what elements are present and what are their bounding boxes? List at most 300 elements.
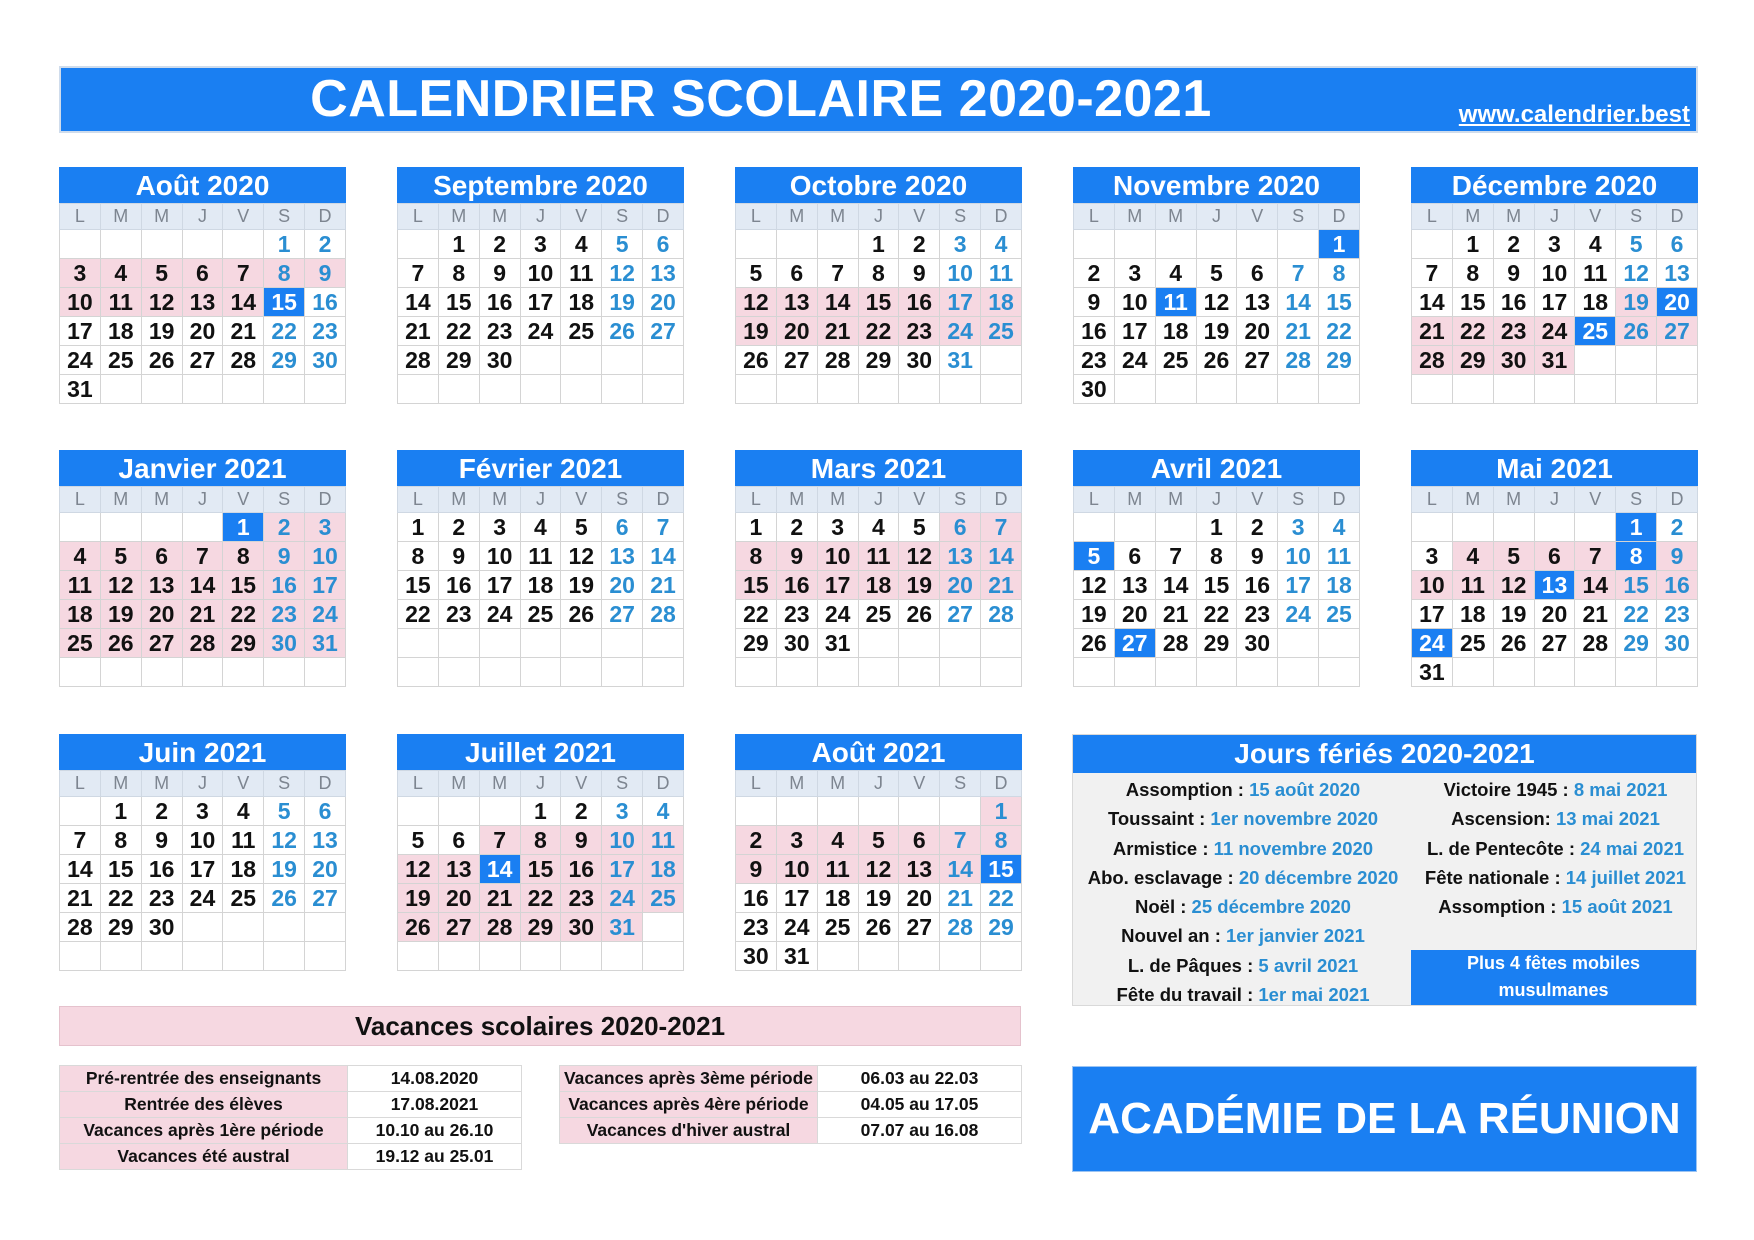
day-cell: 9 bbox=[776, 542, 817, 571]
holiday-date: 11 novembre 2020 bbox=[1213, 837, 1374, 859]
day-cell: 26 bbox=[736, 346, 777, 375]
empty-cell bbox=[60, 797, 101, 826]
empty-cell bbox=[1534, 658, 1575, 687]
page-title: CALENDRIER SCOLAIRE 2020-2021 bbox=[310, 70, 1212, 128]
day-cell: 2 bbox=[438, 513, 479, 542]
empty-cell bbox=[1237, 658, 1278, 687]
day-cell: 19 bbox=[1616, 288, 1657, 317]
day-cell: 22 bbox=[1616, 600, 1657, 629]
mobile-note-line1: Plus 4 fêtes mobiles bbox=[1466, 953, 1641, 973]
empty-cell bbox=[981, 375, 1022, 404]
day-cell: 23 bbox=[438, 600, 479, 629]
weekday-header: M bbox=[1493, 204, 1534, 230]
empty-cell bbox=[940, 797, 981, 826]
day-cell: 17 bbox=[1114, 317, 1155, 346]
vacance-dates: 17.08.2021 bbox=[348, 1092, 522, 1118]
empty-cell bbox=[602, 346, 643, 375]
holiday-date: 5 avril 2021 bbox=[1258, 954, 1359, 976]
month-title: Janvier 2021 bbox=[59, 450, 346, 486]
day-cell: 16 bbox=[141, 855, 182, 884]
day-cell: 10 bbox=[520, 259, 561, 288]
day-cell: 5 bbox=[899, 513, 940, 542]
holidays-left-column bbox=[1073, 775, 1413, 1009]
day-cell: 8 bbox=[520, 826, 561, 855]
day-cell: 19 bbox=[1493, 600, 1534, 629]
day-cell: 2 bbox=[736, 826, 777, 855]
day-cell: 20 bbox=[940, 571, 981, 600]
day-cell: 21 bbox=[479, 884, 520, 913]
vacance-dates: 19.12 au 25.01 bbox=[348, 1144, 522, 1170]
weekday-header: J bbox=[858, 487, 899, 513]
empty-cell bbox=[1278, 230, 1319, 259]
day-cell: 23 bbox=[1074, 346, 1115, 375]
day-cell: 21 bbox=[223, 317, 264, 346]
empty-cell bbox=[182, 375, 223, 404]
day-cell: 22 bbox=[1319, 317, 1360, 346]
month-calendar bbox=[1411, 450, 1698, 687]
empty-cell bbox=[602, 629, 643, 658]
empty-cell bbox=[1534, 513, 1575, 542]
day-cell: 28 bbox=[981, 600, 1022, 629]
day-cell: 23 bbox=[1657, 600, 1698, 629]
day-cell: 8 bbox=[1452, 259, 1493, 288]
holiday-date: 20 décembre 2020 bbox=[1238, 866, 1399, 888]
day-cell: 10 bbox=[60, 288, 101, 317]
day-cell: 11 bbox=[1155, 288, 1196, 317]
empty-cell bbox=[1452, 375, 1493, 404]
day-cell: 2 bbox=[1657, 513, 1698, 542]
day-cell: 13 bbox=[776, 288, 817, 317]
empty-cell bbox=[899, 375, 940, 404]
day-cell: 15 bbox=[223, 571, 264, 600]
day-cell: 11 bbox=[561, 259, 602, 288]
day-cell: 4 bbox=[858, 513, 899, 542]
day-cell: 14 bbox=[223, 288, 264, 317]
holiday-name: Toussaint : bbox=[1107, 808, 1211, 830]
day-cell: 1 bbox=[438, 230, 479, 259]
day-cell: 20 bbox=[182, 317, 223, 346]
day-cell: 23 bbox=[1493, 317, 1534, 346]
vacance-dates: 07.07 au 16.08 bbox=[818, 1118, 1022, 1144]
month-title: Juillet 2021 bbox=[397, 734, 684, 770]
day-cell: 27 bbox=[940, 600, 981, 629]
weekday-header: M bbox=[1155, 204, 1196, 230]
day-cell: 14 bbox=[1278, 288, 1319, 317]
month-title: Février 2021 bbox=[397, 450, 684, 486]
day-cell: 2 bbox=[264, 513, 305, 542]
empty-cell bbox=[60, 942, 101, 971]
day-cell: 26 bbox=[899, 600, 940, 629]
day-cell: 8 bbox=[1616, 542, 1657, 571]
academie-label: ACADÉMIE DE LA RÉUNION bbox=[1072, 1066, 1697, 1172]
empty-cell bbox=[1155, 375, 1196, 404]
day-cell: 4 bbox=[223, 797, 264, 826]
empty-cell bbox=[520, 375, 561, 404]
day-cell: 31 bbox=[1412, 658, 1453, 687]
weekday-header: V bbox=[561, 487, 602, 513]
day-cell: 24 bbox=[1114, 346, 1155, 375]
weekday-header: L bbox=[398, 771, 439, 797]
weekday-header: L bbox=[60, 204, 101, 230]
holiday-entry bbox=[1413, 834, 1698, 863]
day-cell: 1 bbox=[398, 513, 439, 542]
empty-cell bbox=[561, 942, 602, 971]
day-cell: 24 bbox=[479, 600, 520, 629]
day-cell: 5 bbox=[1074, 542, 1115, 571]
day-cell: 12 bbox=[602, 259, 643, 288]
empty-cell bbox=[264, 913, 305, 942]
day-cell: 15 bbox=[981, 855, 1022, 884]
day-cell: 11 bbox=[817, 855, 858, 884]
day-cell: 9 bbox=[438, 542, 479, 571]
holiday-name: Nouvel an : bbox=[1121, 925, 1226, 947]
day-cell: 21 bbox=[60, 884, 101, 913]
empty-cell bbox=[1452, 658, 1493, 687]
empty-cell bbox=[776, 230, 817, 259]
empty-cell bbox=[858, 629, 899, 658]
day-cell: 8 bbox=[1319, 259, 1360, 288]
day-cell: 31 bbox=[940, 346, 981, 375]
empty-cell bbox=[1114, 375, 1155, 404]
day-cell: 13 bbox=[602, 542, 643, 571]
month-title: Octobre 2020 bbox=[735, 167, 1022, 203]
day-cell: 16 bbox=[438, 571, 479, 600]
site-link[interactable]: www.calendrier.best bbox=[1458, 101, 1690, 128]
empty-cell bbox=[1493, 375, 1534, 404]
day-cell: 8 bbox=[223, 542, 264, 571]
day-cell: 16 bbox=[479, 288, 520, 317]
empty-cell bbox=[1278, 658, 1319, 687]
weekday-header: L bbox=[1074, 487, 1115, 513]
day-cell: 17 bbox=[60, 317, 101, 346]
day-cell: 2 bbox=[141, 797, 182, 826]
day-cell: 5 bbox=[398, 826, 439, 855]
day-cell: 6 bbox=[182, 259, 223, 288]
day-cell: 26 bbox=[858, 913, 899, 942]
empty-cell bbox=[1616, 658, 1657, 687]
day-cell: 5 bbox=[858, 826, 899, 855]
day-cell: 4 bbox=[1575, 230, 1616, 259]
day-cell: 6 bbox=[602, 513, 643, 542]
day-cell: 24 bbox=[182, 884, 223, 913]
day-cell: 24 bbox=[1534, 317, 1575, 346]
day-cell: 14 bbox=[643, 542, 684, 571]
day-cell: 19 bbox=[1196, 317, 1237, 346]
empty-cell bbox=[398, 942, 439, 971]
weekday-header: J bbox=[520, 771, 561, 797]
day-cell: 2 bbox=[899, 230, 940, 259]
day-cell: 6 bbox=[141, 542, 182, 571]
weekday-header: V bbox=[899, 204, 940, 230]
day-cell: 26 bbox=[398, 913, 439, 942]
day-cell: 17 bbox=[776, 884, 817, 913]
day-cell: 12 bbox=[264, 826, 305, 855]
empty-cell bbox=[1074, 513, 1115, 542]
day-cell: 12 bbox=[100, 571, 141, 600]
day-cell: 11 bbox=[1452, 571, 1493, 600]
day-cell: 18 bbox=[1155, 317, 1196, 346]
weekday-header: S bbox=[940, 204, 981, 230]
day-cell: 26 bbox=[561, 600, 602, 629]
holiday-date: 1er novembre 2020 bbox=[1210, 808, 1379, 830]
empty-cell bbox=[1155, 658, 1196, 687]
empty-cell bbox=[1155, 230, 1196, 259]
empty-cell bbox=[60, 658, 101, 687]
empty-cell bbox=[264, 375, 305, 404]
day-cell: 7 bbox=[1155, 542, 1196, 571]
day-cell: 1 bbox=[858, 230, 899, 259]
day-cell: 20 bbox=[1534, 600, 1575, 629]
weekday-header: V bbox=[561, 771, 602, 797]
weekday-header: L bbox=[398, 204, 439, 230]
day-cell: 14 bbox=[940, 855, 981, 884]
day-cell: 19 bbox=[561, 571, 602, 600]
day-cell: 13 bbox=[899, 855, 940, 884]
empty-cell bbox=[817, 230, 858, 259]
day-cell: 18 bbox=[981, 288, 1022, 317]
empty-cell bbox=[398, 629, 439, 658]
day-cell: 3 bbox=[60, 259, 101, 288]
weekday-header: M bbox=[817, 487, 858, 513]
weekday-header: D bbox=[1657, 487, 1698, 513]
day-cell: 15 bbox=[1319, 288, 1360, 317]
weekday-header: S bbox=[1616, 204, 1657, 230]
weekday-header: M bbox=[1114, 487, 1155, 513]
empty-cell bbox=[305, 942, 346, 971]
empty-cell bbox=[1074, 658, 1115, 687]
day-cell: 16 bbox=[1074, 317, 1115, 346]
vacance-row bbox=[60, 1066, 522, 1092]
holiday-date: 24 mai 2021 bbox=[1580, 837, 1685, 859]
day-cell: 8 bbox=[398, 542, 439, 571]
day-cell: 31 bbox=[817, 629, 858, 658]
day-cell: 7 bbox=[1412, 259, 1453, 288]
empty-cell bbox=[1196, 230, 1237, 259]
empty-cell bbox=[305, 658, 346, 687]
day-cell: 26 bbox=[264, 884, 305, 913]
day-cell: 10 bbox=[1114, 288, 1155, 317]
empty-cell bbox=[1616, 346, 1657, 375]
day-cell: 13 bbox=[438, 855, 479, 884]
vacance-dates: 04.05 au 17.05 bbox=[818, 1092, 1022, 1118]
day-cell: 4 bbox=[1319, 513, 1360, 542]
day-cell: 23 bbox=[479, 317, 520, 346]
day-cell: 17 bbox=[940, 288, 981, 317]
day-cell: 28 bbox=[1155, 629, 1196, 658]
weekday-header: J bbox=[520, 204, 561, 230]
day-cell: 19 bbox=[100, 600, 141, 629]
day-cell: 17 bbox=[817, 571, 858, 600]
day-cell: 27 bbox=[1534, 629, 1575, 658]
empty-cell bbox=[1074, 230, 1115, 259]
day-cell: 30 bbox=[264, 629, 305, 658]
weekday-header: V bbox=[899, 487, 940, 513]
day-cell: 10 bbox=[940, 259, 981, 288]
day-cell: 12 bbox=[736, 288, 777, 317]
day-cell: 25 bbox=[520, 600, 561, 629]
day-cell: 22 bbox=[438, 317, 479, 346]
day-cell: 26 bbox=[1196, 346, 1237, 375]
weekday-header: S bbox=[264, 204, 305, 230]
empty-cell bbox=[100, 942, 141, 971]
day-cell: 2 bbox=[305, 230, 346, 259]
day-cell: 10 bbox=[305, 542, 346, 571]
empty-cell bbox=[981, 629, 1022, 658]
empty-cell bbox=[182, 230, 223, 259]
day-cell: 26 bbox=[1493, 629, 1534, 658]
day-cell: 4 bbox=[1155, 259, 1196, 288]
day-cell: 12 bbox=[561, 542, 602, 571]
day-cell: 12 bbox=[858, 855, 899, 884]
day-cell: 27 bbox=[438, 913, 479, 942]
day-cell: 17 bbox=[182, 855, 223, 884]
vacance-row bbox=[560, 1066, 1022, 1092]
empty-cell bbox=[1237, 375, 1278, 404]
empty-cell bbox=[1319, 629, 1360, 658]
day-cell: 12 bbox=[141, 288, 182, 317]
day-cell: 29 bbox=[520, 913, 561, 942]
day-cell: 15 bbox=[520, 855, 561, 884]
day-cell: 14 bbox=[1575, 571, 1616, 600]
weekday-header: L bbox=[1412, 204, 1453, 230]
empty-cell bbox=[561, 346, 602, 375]
day-cell: 24 bbox=[305, 600, 346, 629]
empty-cell bbox=[561, 658, 602, 687]
day-cell: 18 bbox=[1575, 288, 1616, 317]
month-calendar bbox=[59, 734, 346, 971]
empty-cell bbox=[1493, 658, 1534, 687]
day-cell: 30 bbox=[1657, 629, 1698, 658]
holiday-entry bbox=[1073, 775, 1413, 804]
day-cell: 31 bbox=[602, 913, 643, 942]
month-calendar bbox=[397, 167, 684, 404]
day-cell: 22 bbox=[223, 600, 264, 629]
holiday-name: L. de Pentecôte : bbox=[1426, 837, 1581, 859]
weekday-header: M bbox=[100, 487, 141, 513]
day-cell: 7 bbox=[643, 513, 684, 542]
day-cell: 1 bbox=[223, 513, 264, 542]
day-cell: 23 bbox=[776, 600, 817, 629]
day-cell: 12 bbox=[1196, 288, 1237, 317]
vacances-table-left bbox=[59, 1065, 522, 1170]
day-cell: 1 bbox=[1196, 513, 1237, 542]
holiday-entry bbox=[1413, 775, 1698, 804]
day-cell: 26 bbox=[1616, 317, 1657, 346]
day-cell: 29 bbox=[264, 346, 305, 375]
month-title: Septembre 2020 bbox=[397, 167, 684, 203]
empty-cell bbox=[736, 797, 777, 826]
day-cell: 11 bbox=[60, 571, 101, 600]
day-cell: 23 bbox=[264, 600, 305, 629]
month-calendar bbox=[735, 167, 1022, 404]
weekday-header: M bbox=[1114, 204, 1155, 230]
empty-cell bbox=[100, 658, 141, 687]
empty-cell bbox=[736, 230, 777, 259]
day-cell: 27 bbox=[1657, 317, 1698, 346]
empty-cell bbox=[1657, 346, 1698, 375]
day-cell: 3 bbox=[776, 826, 817, 855]
day-cell: 29 bbox=[438, 346, 479, 375]
empty-cell bbox=[520, 942, 561, 971]
weekday-header: M bbox=[479, 771, 520, 797]
day-cell: 22 bbox=[1452, 317, 1493, 346]
holiday-name: Armistice : bbox=[1112, 837, 1214, 859]
empty-cell bbox=[602, 658, 643, 687]
day-cell: 7 bbox=[60, 826, 101, 855]
day-cell: 30 bbox=[736, 942, 777, 971]
day-cell: 29 bbox=[100, 913, 141, 942]
day-cell: 16 bbox=[561, 855, 602, 884]
weekday-header: M bbox=[776, 204, 817, 230]
weekday-header: M bbox=[1452, 487, 1493, 513]
holiday-name: Ascension: bbox=[1451, 808, 1556, 830]
weekday-header: J bbox=[182, 204, 223, 230]
day-cell: 25 bbox=[223, 884, 264, 913]
empty-cell bbox=[899, 942, 940, 971]
holiday-entry bbox=[1073, 980, 1413, 1009]
day-cell: 14 bbox=[398, 288, 439, 317]
day-cell: 16 bbox=[1237, 571, 1278, 600]
day-cell: 27 bbox=[1237, 346, 1278, 375]
day-cell: 31 bbox=[60, 375, 101, 404]
day-cell: 3 bbox=[305, 513, 346, 542]
day-cell: 16 bbox=[1493, 288, 1534, 317]
day-cell: 18 bbox=[858, 571, 899, 600]
day-cell: 2 bbox=[479, 230, 520, 259]
day-cell: 10 bbox=[817, 542, 858, 571]
day-cell: 15 bbox=[438, 288, 479, 317]
day-cell: 18 bbox=[1452, 600, 1493, 629]
empty-cell bbox=[643, 942, 684, 971]
month-calendar bbox=[1073, 167, 1360, 404]
day-cell: 21 bbox=[1155, 600, 1196, 629]
day-cell: 28 bbox=[643, 600, 684, 629]
day-cell: 1 bbox=[1319, 230, 1360, 259]
empty-cell bbox=[1412, 513, 1453, 542]
day-cell: 9 bbox=[1493, 259, 1534, 288]
empty-cell bbox=[520, 629, 561, 658]
day-cell: 15 bbox=[264, 288, 305, 317]
day-cell: 9 bbox=[141, 826, 182, 855]
weekday-header: M bbox=[1493, 487, 1534, 513]
day-cell: 5 bbox=[264, 797, 305, 826]
weekday-header: S bbox=[1278, 204, 1319, 230]
month-title: Mai 2021 bbox=[1411, 450, 1698, 486]
empty-cell bbox=[1278, 629, 1319, 658]
day-cell: 25 bbox=[858, 600, 899, 629]
weekday-header: S bbox=[602, 771, 643, 797]
weekday-header: M bbox=[817, 204, 858, 230]
day-cell: 2 bbox=[1493, 230, 1534, 259]
day-cell: 19 bbox=[398, 884, 439, 913]
empty-cell bbox=[1114, 658, 1155, 687]
day-cell: 29 bbox=[981, 913, 1022, 942]
holiday-entry bbox=[1073, 863, 1413, 892]
empty-cell bbox=[1575, 513, 1616, 542]
day-cell: 23 bbox=[736, 913, 777, 942]
day-cell: 30 bbox=[899, 346, 940, 375]
day-cell: 14 bbox=[60, 855, 101, 884]
day-cell: 22 bbox=[100, 884, 141, 913]
empty-cell bbox=[858, 797, 899, 826]
day-cell: 14 bbox=[981, 542, 1022, 571]
day-cell: 24 bbox=[940, 317, 981, 346]
weekday-header: S bbox=[602, 204, 643, 230]
weekday-header: J bbox=[1196, 204, 1237, 230]
empty-cell bbox=[1155, 513, 1196, 542]
weekday-header: M bbox=[817, 771, 858, 797]
day-cell: 1 bbox=[736, 513, 777, 542]
